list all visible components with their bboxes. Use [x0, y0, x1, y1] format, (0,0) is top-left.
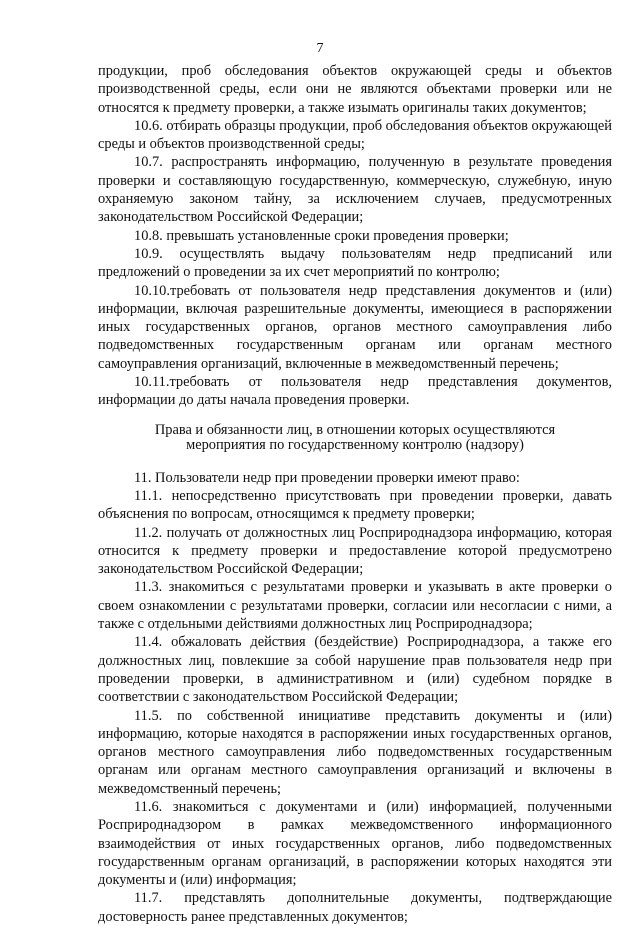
paragraph-10-9: 10.9. осуществлять выдачу пользователям недр предписаний или предложений о проведении за их счет мероприятий по контролю;: [98, 245, 612, 281]
section-heading-line-2: мероприятия по государственному контролю (надзору): [186, 437, 524, 454]
section-heading-line-1: Права и обязанности лиц, в отношении которых осуществляются: [154, 421, 556, 438]
page-number: 7: [316, 41, 324, 56]
paragraph-11-3: 11.3. знакомиться с результатами проверки и указывать в акте проверки о своем ознакомлении с результатами проверки, согласии или несогласии с ними, а также с отдельными действиями должностных лиц Росприроднадзора;: [98, 579, 612, 633]
paragraph-11-1: 11.1. непосредственно присутствовать при проведении проверки, давать объяснения по вопросам, относящимся к предмету проверки;: [98, 487, 612, 523]
paragraph-10-11: 10.11.требовать от пользователя недр представления документов, информации до даты начала проведения проверки.: [98, 374, 612, 409]
paragraph-10-7: 10.7. распространять информацию, полученную в результате проведения проверки и составляющую государственную, коммерческую, служебную, иную охраняемую законом тайну, за исключением случаев, предусмотренных законодательством Российской Федерации;: [98, 154, 612, 226]
paragraph-11-6: 11.6. знакомиться с документами и (или) информацией, полученными Росприроднадзором в рамках межведомственного информационного взаимодействия от иных государственных органов, либо подведомственных государственным органам организаций, в распоряжении которых находятся эти документы и (или) информация;: [98, 798, 612, 889]
paragraph-11-5: 11.5. по собственной инициативе представить документы и (или) информацию, которые находятся в распоряжении иных государственных органов, органов местного самоуправления либо подведомственных государственным органам или органам местного самоуправления организаций и включены в межведомственный перечень;: [98, 707, 612, 797]
paragraph-11-7: 11.7. представлять дополнительные документы, подтверждающие достоверность ранее представленных документов;: [98, 890, 612, 925]
section-heading: [98, 423, 612, 454]
document-body: [98, 62, 612, 926]
paragraph-11-4: 11.4. обжаловать действия (бездействие) Росприроднадзора, а также его должностных лиц, повлекшие за собой нарушение прав пользователя недр при проведении проверки, в административном и (или) судебном порядке в соответствии с законодательством Российской Федерации;: [98, 634, 612, 706]
paragraph-11-2: 11.2. получать от должностных лиц Росприроднадзора информацию, которая относится к предмету проверки и предоставление которой предусмотрено законодательством Российской Федерации;: [98, 524, 612, 578]
paragraph-10-8: 10.8. превышать установленные сроки проведения проверки;: [134, 227, 509, 244]
paragraph-continuation: продукции, проб обследования объектов окружающей среды и объектов производственной среды, если они не являются объектами проверки или не относятся к предмету проверки, а также изымать оригиналы таких документов;: [98, 63, 612, 116]
paragraph-10-10: 10.10.требовать от пользователя недр представления документов и (или) информации, включая разрешительные документы, имеющиеся в распоряжении иных государственных органов, органов местного самоуправления либо подведомственных государственным органам или органам местного самоуправления организаций, включенные в межведомственный перечень;: [98, 282, 612, 372]
paragraph-11: 11. Пользователи недр при проведении проверки имеют право:: [134, 469, 520, 486]
paragraph-10-6: 10.6. отбирать образцы продукции, проб обследования объектов окружающей среды и объектов производственной среды;: [98, 117, 612, 153]
